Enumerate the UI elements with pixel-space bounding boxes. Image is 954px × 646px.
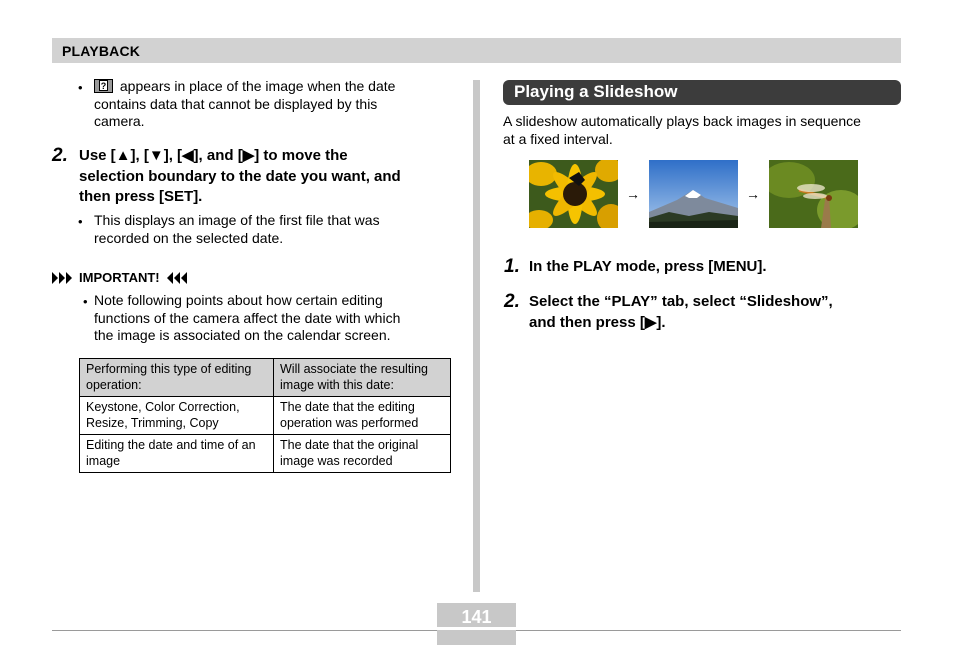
section-header-title: PLAYBACK xyxy=(62,43,141,59)
dragonfly-photo xyxy=(769,160,858,228)
bullet-first-file: This displays an image of the first file that was recorded on the selected date. xyxy=(94,212,380,246)
table-row xyxy=(80,397,451,435)
column-divider xyxy=(473,80,480,592)
bullet-unsupported-date: ? appears in place of the image when the date contains data that cannot be displayed by this camera. xyxy=(94,78,396,129)
step-instruction: In the PLAY mode, press [MENU]. xyxy=(529,258,767,275)
table-cell: Editing the date and time of an image xyxy=(80,435,274,473)
important-right-arrows-icon xyxy=(52,272,72,284)
table-cell: The date that the editing operation was performed xyxy=(274,397,451,435)
step-number: 1. xyxy=(504,256,520,277)
bullet-dot: • xyxy=(78,80,83,95)
header-bar xyxy=(52,38,901,63)
step-number: 2. xyxy=(504,291,520,312)
step-instruction: Select the “PLAY” tab, select “Slideshow”, and then press [▶]. xyxy=(529,293,833,331)
table-header-cell: Will associate the resulting image with this date: xyxy=(274,359,451,397)
page-number: 141 xyxy=(461,607,492,627)
table-header-row xyxy=(80,359,451,397)
question-image-icon: ? xyxy=(94,79,113,93)
table-cell: Keystone, Color Correction, Resize, Trimming, Copy xyxy=(80,397,274,435)
slideshow-intro: A slideshow automatically plays back images in sequence at a fixed interval. xyxy=(503,113,861,147)
section-title: Playing a Slideshow xyxy=(514,82,678,101)
table-row xyxy=(80,435,451,473)
table-cell: The date that the original image was recorded xyxy=(274,435,451,473)
sequence-arrow: → xyxy=(746,186,760,202)
table-header-cell: Performing this type of editing operation: xyxy=(80,359,274,397)
bullet-dot: • xyxy=(78,214,83,229)
step-number: 2. xyxy=(52,145,68,166)
sunflower-photo xyxy=(529,160,618,228)
bullet-editing-note: Note following points about how certain editing functions of the camera affect the date with which the image is associated on the calendar screen. xyxy=(94,292,401,343)
important-heading xyxy=(52,270,187,285)
important-left-arrows-icon xyxy=(167,272,187,284)
bullet-dot: • xyxy=(83,294,88,309)
editing-date-table xyxy=(79,358,451,473)
sequence-arrow: → xyxy=(626,186,640,202)
mountain-photo xyxy=(649,160,738,228)
step-instruction: Use [▲], [▼], [◀], and [▶] to move the selection boundary to the date you want, and then press [SET]. xyxy=(79,147,401,205)
important-label: IMPORTANT! xyxy=(79,270,160,285)
